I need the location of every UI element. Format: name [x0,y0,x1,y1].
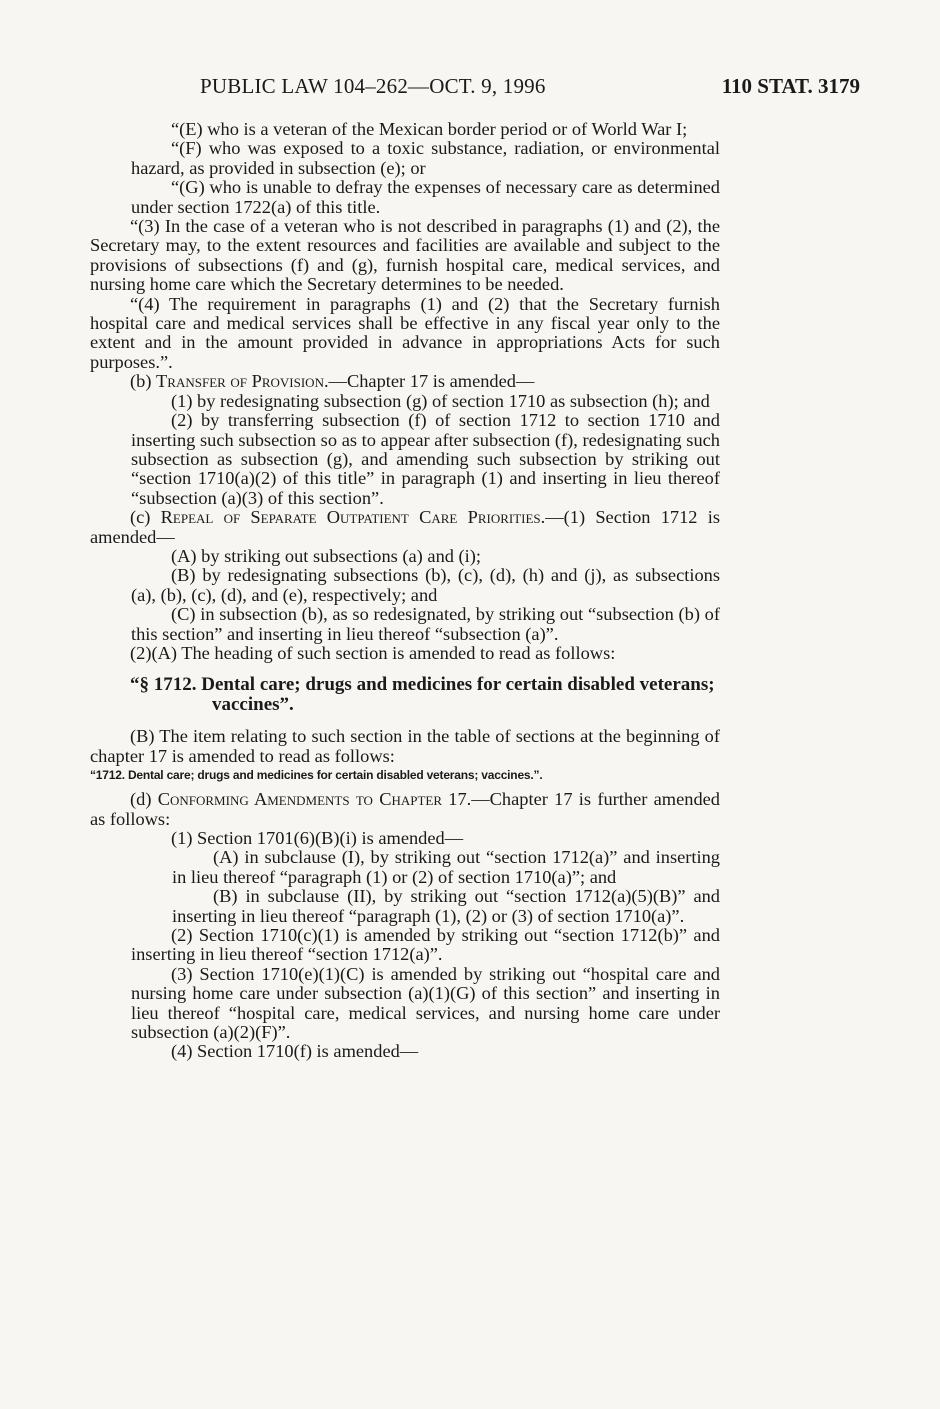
subsection-d [90,790,720,829]
paragraph: (2)(A) The heading of such section is amended to read as follows: [130,642,616,663]
paragraph: (B) by redesignating subsections (b), (c), (d), (h) and (j), as subsections (a), (b), (c), (d), and (e), respectively; and [131,565,720,605]
subsection-caption: Conforming Amendments to Chapter 17 [157,789,467,810]
paragraph: (3) Section 1710(e)(1)(C) is amended by striking out “hospital care and nursing home care under subsection (a)(1)(G) of this section” and inserting in lieu thereof “hospital care, medical services, and nursing home care under subsection (a)(2)(F)”. [131,963,720,1043]
paragraph: (C) in subsection (b), as so redesignated, by striking out “subsection (b) of this section” and inserting in lieu thereof “subsection (a)”. [131,604,720,644]
section-heading [130,675,720,715]
subsection-caption: Repeal of Separate Outpatient Care Priorities [160,507,541,528]
body-text [90,120,720,1062]
paragraph: (A) by striking out subsections (a) and (i); [171,545,482,566]
page-header [200,74,860,102]
paragraph: (1) by redesignating subsection (g) of section 1710 as subsection (h); and [171,390,710,411]
header-stat-page: 110 STAT. 3179 [721,74,860,98]
header-citation: PUBLIC LAW 104–262—OCT. 9, 1996 [200,74,546,98]
subsection-label: (b) [130,371,157,392]
subsection-text: .—Chapter 17 is amended— [323,371,535,392]
subsection-text: .—(1) Section 1712 is amended— [90,507,720,547]
subsection-label: (d) [130,789,158,810]
section-number: “§ 1712. [130,674,197,696]
subsection-text: .—Chapter 17 is further amended as follows: [90,789,720,829]
paragraph: (2) by transferring subsection (f) of section 1712 to section 1710 and inserting such subsection so as to appear after subsection (f), redesignating such subsection as subsection (g), and amending such subsection by striking out “section 1710(a)(2) of this title” in paragraph (1) and inserting in lieu thereof “subsection (a)(3) of this section”. [131,410,720,508]
paragraph: “(E) who is a veteran of the Mexican border period or of World War I; [171,119,688,139]
paragraph: “(3) In the case of a veteran who is not described in paragraphs (1) and (2), the Secretary may, to the extent resources and facilities are available and subject to the provisions of subsections (f) and (g), furnish hospital care, medical services, and nursing home care which the Secretary determines to be needed. [90,216,720,295]
section-heading-text: Dental care; drugs and medicines for certain disabled veterans; vaccines”. [201,674,715,716]
paragraph: (B) in subclause (II), by striking out “section 1712(a)(5)(B)” and inserting in lieu thereof “paragraph (1), (2) or (3) of section 1710(a)”. [172,886,720,926]
paragraph: (B) The item relating to such section in the table of sections at the beginning of chapter 17 is amended to read as follows: [90,726,720,766]
subsection-label: (c) [130,507,161,528]
paragraph: (1) Section 1701(6)(B)(i) is amended— [171,828,464,848]
subsection-caption: Transfer of Provision [156,371,324,392]
paragraph: (A) in subclause (I), by striking out “section 1712(a)” and inserting in lieu thereof “paragraph (1) or (2) of section 1710(a)”; and [172,847,720,887]
paragraph: “(4) The requirement in paragraphs (1) and (2) that the Secretary furnish hospital care and medical services shall be effective in any fiscal year only to the extent and in the amount provided in advance in appropriations Acts for such purposes.”. [90,293,720,372]
table-of-sections-item: “1712. Dental care; drugs and medicines for certain disabled veterans; vaccines.”. [90,768,543,783]
paragraph: (2) Section 1710(c)(1) is amended by striking out “section 1712(b)” and inserting in lieu thereof “section 1712(a)”. [131,925,720,965]
paragraph: “(G) who is unable to defray the expenses of necessary care as determined under section 1722(a) of this title. [131,177,720,217]
paragraph: (4) Section 1710(f) is amended— [171,1041,419,1062]
subsection-b [90,372,720,391]
paragraph: “(F) who was exposed to a toxic substance, radiation, or environmental hazard, as provided in subsection (e); or [131,138,720,178]
subsection-c [90,508,720,547]
